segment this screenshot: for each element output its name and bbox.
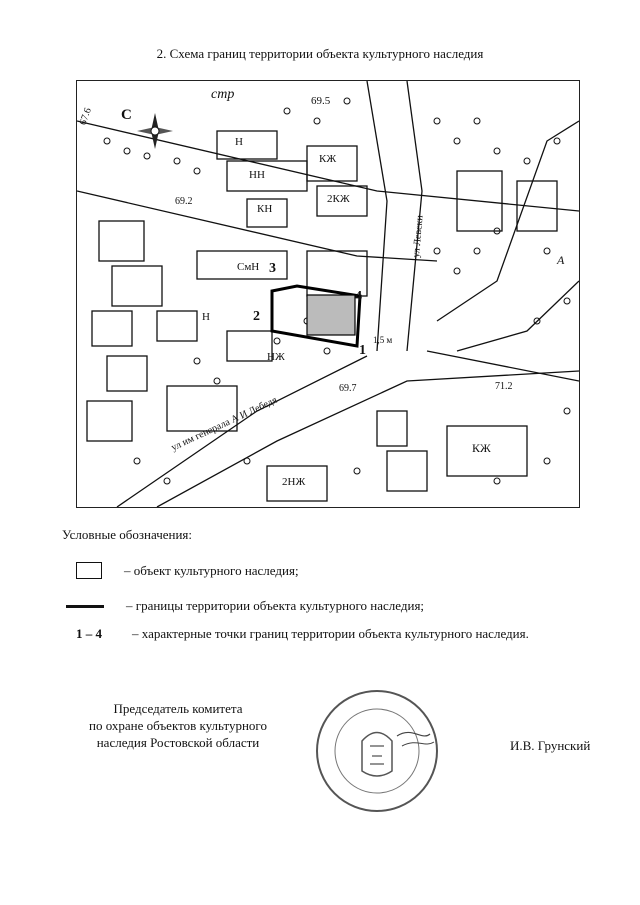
- height-mark: 67.6: [77, 106, 94, 127]
- point-label-4: 4: [355, 289, 362, 304]
- legend-item-boundary: [62, 598, 424, 614]
- point-label-2: 2: [253, 309, 260, 324]
- position-line: Председатель комитета: [113, 701, 243, 716]
- legend-line-symbol: [66, 605, 104, 608]
- signatory-name: И.В. Грунский: [510, 738, 591, 753]
- distance-label: 1,5 м: [373, 335, 393, 345]
- street-label: стр: [211, 87, 235, 102]
- legend-item-object: [62, 562, 299, 579]
- height-mark: 71.2: [495, 381, 513, 392]
- site-map: [76, 80, 580, 508]
- legend-item-text: – характерные точки границ территории объекта культурного наследия.: [132, 626, 529, 641]
- point-label-1: 1: [359, 343, 366, 358]
- height-mark: 69.2: [175, 196, 193, 207]
- building-label: Н: [202, 311, 210, 323]
- legend-box-symbol: [76, 562, 102, 579]
- road-line: [367, 81, 387, 351]
- position-line: наследия Ростовской области: [96, 735, 260, 750]
- road-line: [117, 356, 367, 507]
- heritage-object: [307, 295, 355, 335]
- signatory-position: [58, 700, 298, 751]
- building-label: А: [557, 253, 565, 267]
- compass-rose: [137, 113, 173, 149]
- building-label: СмН: [237, 261, 260, 273]
- legend-range-label: 1 – 4: [76, 626, 102, 641]
- street-label: ул им генерала А И Лебедя: [169, 394, 279, 454]
- point-label-3: 3: [269, 261, 276, 276]
- legend-item-points: [62, 626, 529, 642]
- building-label: НН: [249, 169, 265, 181]
- road-line: [427, 351, 579, 381]
- road-line: [157, 371, 579, 507]
- height-mark: 69.7: [339, 383, 357, 394]
- building-label: 2КЖ: [327, 193, 350, 205]
- building-label: 2НЖ: [282, 476, 306, 488]
- document-title: 2. Схема границ территории объекта культурного наследия: [156, 46, 484, 61]
- legend-heading: Условные обозначения:: [62, 527, 193, 542]
- building-label: КЖ: [319, 153, 337, 165]
- street-label: ул Левски: [410, 214, 426, 259]
- road-line: [437, 121, 579, 321]
- official-seal: [312, 686, 442, 821]
- legend-item-text: – границы территории объекта культурного наследия;: [126, 598, 425, 613]
- building-label: КЖ: [472, 441, 491, 455]
- compass-letter: С: [121, 107, 132, 123]
- building-label: КН: [257, 203, 273, 215]
- site-map-drawing: [77, 81, 579, 507]
- legend-item-text: – объект культурного наследия;: [124, 562, 299, 578]
- building-label: НЖ: [267, 351, 285, 363]
- position-line: по охране объектов культурного: [89, 718, 267, 733]
- building-label: Н: [235, 136, 243, 148]
- height-mark: 69.5: [311, 95, 331, 107]
- road-line: [457, 281, 579, 351]
